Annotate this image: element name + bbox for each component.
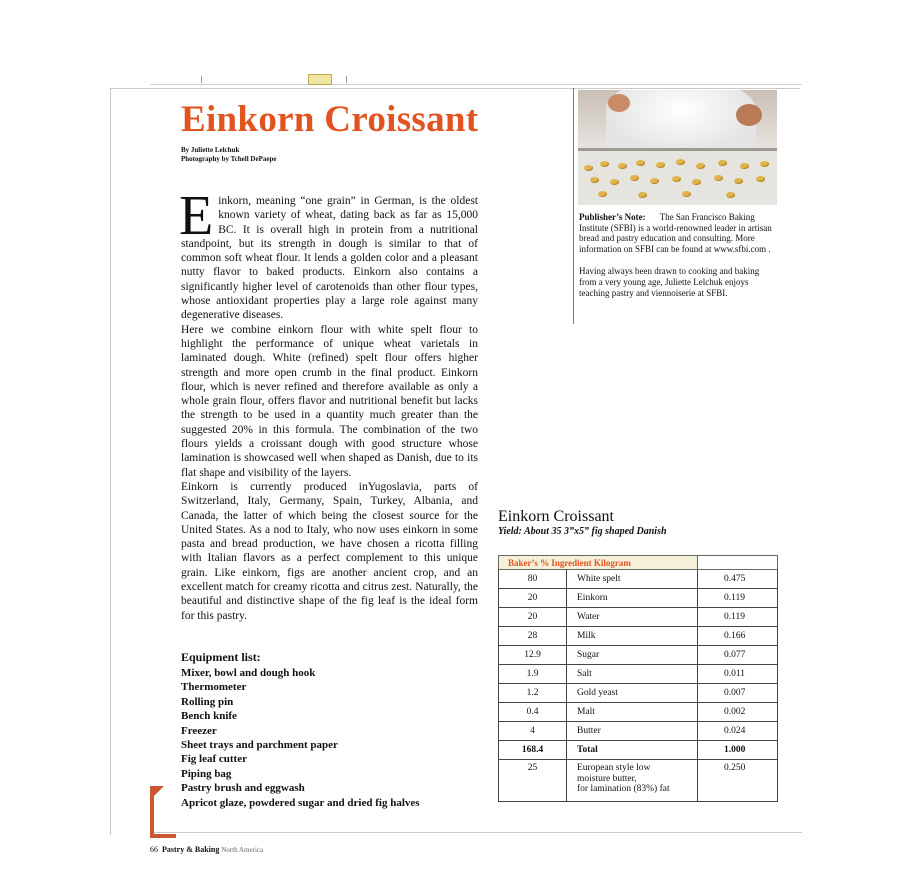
publisher-note xyxy=(579,212,778,298)
equipment-list xyxy=(181,650,481,810)
table-row: 80 White spelt 0.475 xyxy=(499,570,778,589)
table-header: Baker’s % Ingredient Kilogram xyxy=(499,556,698,570)
page-number: 66 xyxy=(150,845,158,854)
credits xyxy=(181,146,276,164)
equipment-item: Fig leaf cutter xyxy=(181,753,247,766)
equipment-item: Thermometer xyxy=(181,681,247,694)
equipment-item: Rolling pin xyxy=(181,695,234,708)
drop-cap: E xyxy=(179,185,214,247)
page-edge-left xyxy=(110,88,111,835)
table-row: 0.4 Malt 0.002 xyxy=(499,703,778,722)
byline: By Juliette Lelchuk xyxy=(181,146,240,154)
magazine-name: Pastry & Baking xyxy=(162,845,220,854)
table-header-blank xyxy=(698,556,778,570)
article-paragraph: Here we combine einkorn flour with white spelt flour to highlight the performance of unique wheat varietals in laminated dough. White (refined) spelt flour offers higher strength and more open crumb in the final product. Einkorn flour, which is never refined and therefore available as only a whole grain flour, offers flavor and nutritional benefit but lacks the strength to be used in a quantity much greater than the suggested 20% in this formula. The combination of the two flours yields a croissant dough with good structure whose lamination is showcased well when shaped as Danish, due to its flat shape and visibility of the layers. xyxy=(181,323,478,479)
article-body xyxy=(179,185,478,623)
table-row: 4 Butter 0.024 xyxy=(499,722,778,741)
table-row: 12.9 Sugar 0.077 xyxy=(499,646,778,665)
equipment-item: Piping bag xyxy=(181,767,232,780)
article-title: Einkorn Croissant xyxy=(181,99,479,140)
publisher-note-label: Publisher’s Note: xyxy=(579,212,646,222)
table-header-row xyxy=(499,556,778,570)
note-icon[interactable] xyxy=(308,74,332,85)
article-paragraph: Einkorn is currently produced inYugoslavia, parts of Switzerland, Italy, Germany, Spain, Turkey, Albania, and Canada, the latter of which being the closest source for the United States. As a nod to Italy, who now uses einkorn in some pasta and bread production, we have chosen a ricotta filling with Italian flavors as a perfect complement to this unique grain. Like einkorn, figs are another ancient crop, and an excellent match for creamy ricotta and citrus zest. Naturally, the beautiful and distinctive shape of the fig leaf is the ideal form for this pastry. xyxy=(181,480,478,622)
table-row: 28 Milk 0.166 xyxy=(499,627,778,646)
toolbar-separator xyxy=(346,76,347,83)
magazine-region: North America xyxy=(221,846,264,854)
equipment-item: Sheet trays and parchment paper xyxy=(181,739,338,752)
recipe-table xyxy=(498,555,778,802)
equipment-item: Mixer, bowl and dough hook xyxy=(181,667,316,679)
equipment-item: Freezer xyxy=(181,724,217,737)
viewer-toolbar xyxy=(150,74,802,85)
publisher-note-text: The San Francisco Baking Institute (SFBI) is a world-renowned leader in artisan bread and pastry education and consulting. More information on SFBI can be found at www.sfbi.com . xyxy=(579,212,772,254)
table-row: 20 Water 0.119 xyxy=(499,608,778,627)
equipment-heading: Equipment list: xyxy=(181,650,261,664)
page-edge-bottom xyxy=(150,832,802,833)
table-row: 1.2 Gold yeast 0.007 xyxy=(499,684,778,703)
hand xyxy=(608,94,630,112)
table-row: 20 Einkorn 0.119 xyxy=(499,589,778,608)
sheet-tray xyxy=(578,148,777,205)
photo-credit: Photography by Tchell DePaepe xyxy=(181,155,277,163)
recipe-title: Einkorn Croissant xyxy=(498,508,614,525)
recipe-yield: Yield: About 35 3”x5” fig shaped Danish xyxy=(498,526,667,537)
table-row-lamination: 25 European style low moisture butter, for lamination (83%) fat 0.250 xyxy=(499,760,778,802)
page-edge-top xyxy=(110,88,800,89)
table-row: 1.9 Salt 0.011 xyxy=(499,665,778,684)
equipment-item: Pastry brush and eggwash xyxy=(181,782,305,795)
author-bio: Having always been drawn to cooking and baking from a very young age, Juliette Lelchuk enjoys teaching pastry and viennoiserie at SFBI. xyxy=(579,266,760,298)
table-row-total: 168.4 Total 1.000 xyxy=(499,741,778,760)
page-corner-mark xyxy=(150,788,176,838)
toolbar-separator xyxy=(201,76,202,83)
equipment-item: Apricot glaze, powdered sugar and dried fig halves xyxy=(181,796,420,809)
page-footer xyxy=(150,845,263,855)
article-paragraph: Einkorn, meaning “one grain” in German, is the oldest known variety of wheat, dating back as far as 15,000 BC. It is overall high in protein from a nutritional standpoint, but its strength in dough is similar to that of common soft wheat flour. It lends a golden color and a pleasant nutty flavor to baked products. Einkorn also contains a significantly higher level of carotenoids than other flour types, whose antioxidant properties play a large role against many degenerative diseases. xyxy=(179,185,478,322)
equipment-item: Bench knife xyxy=(181,710,237,723)
hand xyxy=(736,104,762,126)
baker-photo xyxy=(578,90,777,205)
column-divider xyxy=(573,88,574,324)
